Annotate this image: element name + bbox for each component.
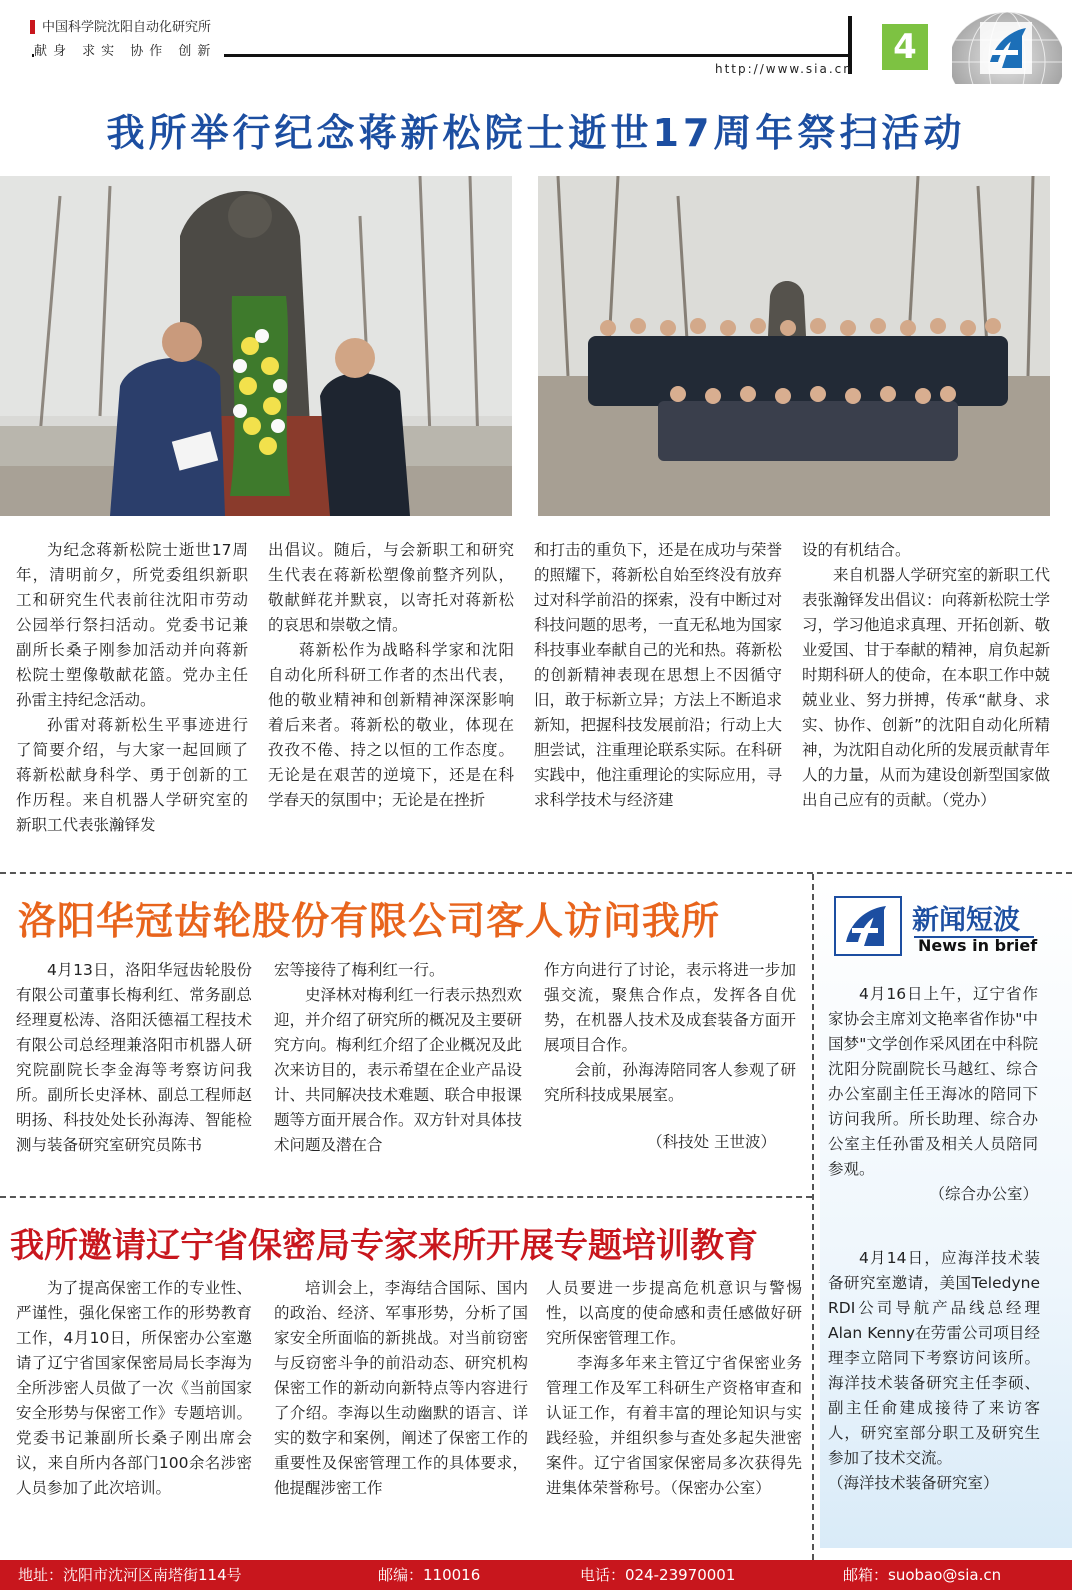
- news-brief-item-1-signature: （综合办公室）: [929, 1185, 1038, 1203]
- news-brief-title: 新闻短波: [912, 905, 1020, 936]
- article1-column-1: [16, 538, 248, 838]
- paragraph: 作方向进行了讨论，表示将进一步加强交流，聚焦合作点，发挥各自优势，在机器人技术及成套装备方面开展项目合作。: [544, 961, 796, 1054]
- photo-group-portrait: [538, 176, 1050, 516]
- paragraph: 为了提高保密工作的专业性、严谨性，强化保密工作的形势教育工作，4月10日，所保密办公室邀请了辽宁省国家保密局局长李海为全所涉密人员做了一次《当前国家安全形势与保密工作》专题培训。党委书记兼副所长桑子刚出席会议，来自所内各部门100余名涉密人员参加了此次培训。: [16, 1279, 252, 1497]
- article3-column-2: [274, 1276, 528, 1501]
- footer-phone: 电话：024-23970001: [580, 1566, 736, 1584]
- article2-column-1: [16, 958, 252, 1158]
- article2-column-3: [544, 958, 796, 1155]
- article3-title: 我所邀请辽宁省保密局专家来所开展专题培训教育: [10, 1226, 758, 1266]
- news-brief-item-2-signature: （海洋技术装备研究室）: [828, 1474, 999, 1492]
- masthead-org: 中国科学院沈阳自动化研究所: [42, 20, 212, 35]
- paragraph: 蒋新松作为战略科学家和沈阳自动化所科研工作者的杰出代表，他的敬业精神和创新精神深深影响着后来者。蒋新松的敬业，体现在孜孜不倦、持之以恒的工作态度。无论是在艰苦的逆境下，还是在科学春天的氛围中；无论是在挫折: [268, 641, 514, 809]
- divider-article1: [0, 872, 1072, 874]
- paragraph: 宏等接待了梅利红一行。: [274, 961, 445, 979]
- paragraph: 设的有机结合。: [802, 541, 911, 559]
- article3-column-3: [546, 1276, 802, 1501]
- paragraph: 李海多年来主管辽宁省保密业务管理工作及军工科研生产资格审查和认证工作，有着丰富的理论知识与实践经验，并组织参与查处多起失泄密案件。辽宁省国家保密局多次获得先进集体荣誉称号。（保密办公室）: [546, 1354, 802, 1497]
- article1-column-4: [802, 538, 1050, 813]
- paragraph: 来自机器人学研究室的新职工代表张瀚铎发出倡议：向蒋新松院士学习，学习他追求真理、开拓创新、敬业爱国、甘于奉献的精神，肩负起新时期科研人的使命，在本职工作中兢兢业业、努力拼搏，传承“献身、求实、协作、创新”的沈阳自动化所精神，为沈阳自动化所的发展贡献青年人的力量，从而为建设创新型国家做出自己应有的贡献。（党办）: [802, 566, 1051, 809]
- article2-column-2: [274, 958, 522, 1158]
- masthead-motto: 献身 求实 协作 创新: [34, 44, 224, 60]
- divider-article2: [0, 1196, 812, 1198]
- footer: [0, 1560, 1072, 1590]
- photo-wreath-laying: [0, 176, 512, 516]
- paragraph: 4月13日，洛阳华冠齿轮股份有限公司董事长梅利红、常务副总经理夏松涛、洛阳沃德福工程技术有限公司总经理兼洛阳市机器人研究院副院长李金海等考察访问我所。副所长史泽林、副总工程师赵明扬、科技处处长孙海涛、智能检测与装备研究室研究员陈书: [16, 961, 252, 1154]
- news-brief-item-2: [828, 1246, 1040, 1496]
- paragraph: 出倡议。随后，与会新职工和研究生代表在蒋新松塑像前整齐列队，敬献鲜花并默哀，以寄托对蒋新松的哀思和崇敬之情。: [268, 541, 514, 634]
- masthead-url: http://www.sia.cn: [715, 62, 853, 76]
- paragraph: 人员要进一步提高危机意识与警惕性，以高度的使命感和责任感做好研究所保密管理工作。: [546, 1279, 802, 1347]
- article1-column-2: [268, 538, 514, 813]
- article3-column-1: [16, 1276, 252, 1501]
- article1-title: 我所举行纪念蒋新松院士逝世17周年祭扫活动: [106, 111, 966, 155]
- sia-logo-globe: [952, 10, 1062, 84]
- masthead: [0, 0, 1072, 84]
- footer-postcode: 邮编：110016: [378, 1566, 481, 1584]
- page-number: 4: [882, 24, 928, 70]
- article1-column-3: [534, 538, 782, 813]
- sidebar-divider: [812, 874, 814, 1560]
- paragraph: 4月16日上午，辽宁省作家协会主席刘文艳率省作协"中国梦"文学创作采风团在中科院沈阳分院副院长马越红、综合办公室副主任王海冰的陪同下访问我所。所长助理、综合办公室主任孙雷及相关人员陪同参观。: [828, 985, 1038, 1178]
- paragraph: 为纪念蒋新松院士逝世17周年，清明前夕，所党委组织新职工和研究生代表前往沈阳市劳动公园举行祭扫活动。党委书记兼副所长桑子刚参加活动并向蒋新松院士塑像敬献花篮。党办主任孙雷主持纪念活动。: [16, 541, 248, 709]
- paragraph: 培训会上，李海结合国际、国内的政治、经济、军事形势，分析了国家安全所面临的新挑战。对当前窃密与反窃密斗争的前沿动态、研究机构保密工作的新动向新特点等内容进行了介绍。李海以生动幽默的语言、详实的数字和案例，阐述了保密工作的重要性及保密管理工作的具体要求，他提醒涉密工作: [274, 1279, 528, 1497]
- paragraph: 史泽林对梅利红一行表示热烈欢迎，并介绍了研究所的概况及主要研究方向。梅利红介绍了企业概况及此次来访目的，表示希望在企业产品设计、共同解决技术难题、联合申报课题等方面开展合作。双方针对具体技术问题及潜在合: [274, 986, 523, 1154]
- news-brief-item-1: [828, 982, 1038, 1207]
- news-brief-subtitle: News in brief: [918, 936, 1038, 955]
- paragraph: 和打击的重负下，还是在成功与荣誉的照耀下，蒋新松自始至终没有放弃过对科学前沿的探索，没有中断过对科技问题的思考，一直无私地为国家科技事业奉献自己的光和热。蒋新松的创新精神表现在思想上不因循守旧，敢于标新立异；方法上不断追求新知，把握科技发展前沿；行动上大胆尝试，注重理论联系实际。在科研实践中，他注重理论的实际应用，寻求科学技术与经济建: [534, 541, 783, 809]
- paragraph: 会前，孙海涛陪同客人参观了研究所科技成果展室。: [544, 1061, 796, 1104]
- masthead-red-marker: [30, 20, 35, 34]
- footer-address: 地址：沈阳市沈河区南塔街114号: [18, 1566, 242, 1584]
- paragraph: 4月14日，应海洋技术装备研究室邀请，美国Teledyne RDI公司导航产品线总经理Alan Kenny在劳雷公司项目经理李立陪同下考察访问该所。海洋技术装备研究主任李硕、副主任俞建成接待了来访客人，研究室部分职工及研究生参加了技术交流。: [828, 1249, 1040, 1467]
- paragraph: 孙雷对蒋新松生平事迹进行了简要介绍，与大家一起回顾了蒋新松献身科学、勇于创新的工作历程。来自机器人学研究室的新职工代表张瀚铎发: [16, 716, 248, 834]
- article2-signature: （科技处 王世波）: [647, 1133, 776, 1151]
- footer-email: 邮箱：suobao@sia.cn: [843, 1566, 1002, 1584]
- article2-title: 洛阳华冠齿轮股份有限公司客人访问我所: [18, 898, 721, 943]
